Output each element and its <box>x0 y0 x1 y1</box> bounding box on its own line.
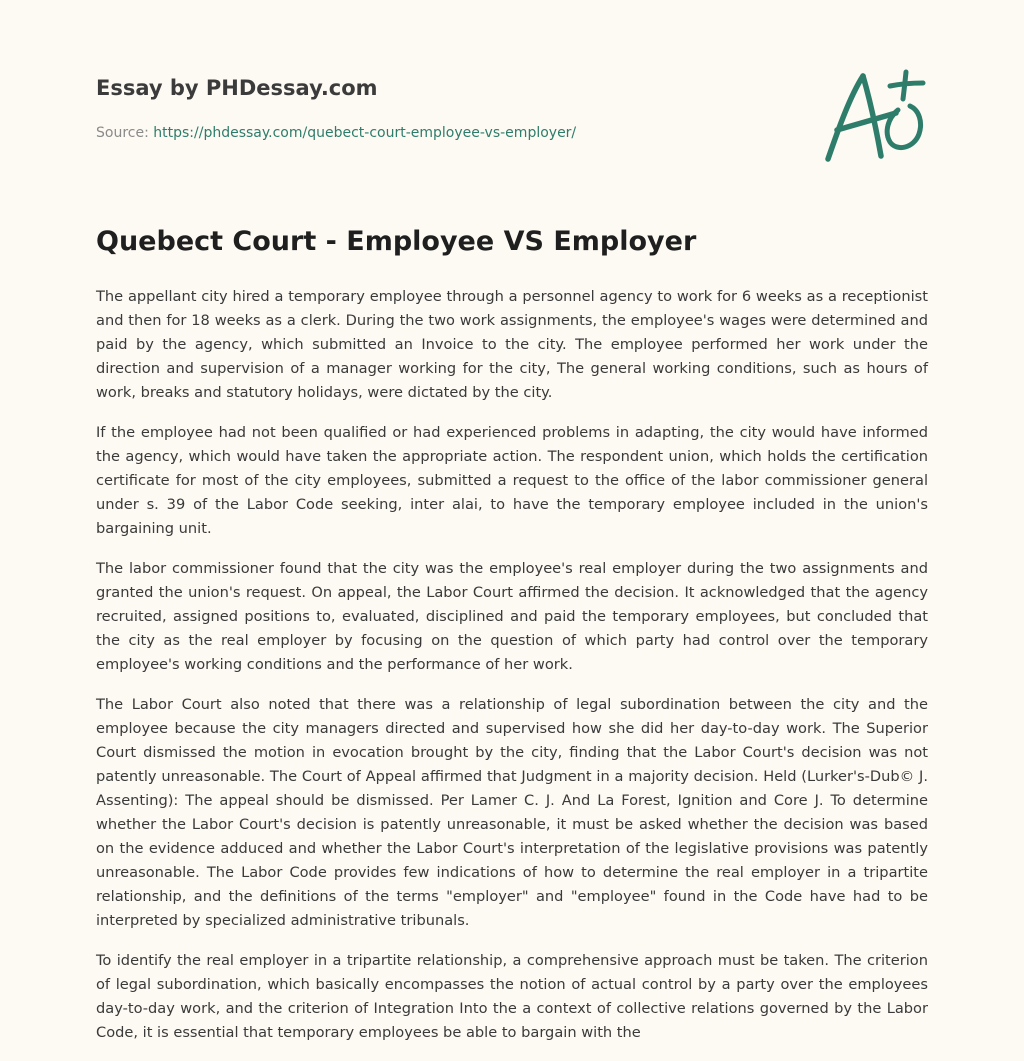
essay-paragraph: To identify the real employer in a tripartite relationship, a comprehensive approach must be taken. The criterion of legal subordination, which basically encompasses the notion of actual control by a party over the employees day-to-day work, and the criterion of Integration Into the a context of collective relations governed by the Labor Code, it is essential that temporary employees be able to bargain with the <box>96 952 928 1041</box>
essay-paragraph: The Labor Court also noted that there was a relationship of legal subordination between the city and the employee because the city managers directed and supervised how she did her day-to-day work. The Superior Court dismissed the motion in evocation brought by the city, finding that the Labor Court's decision was not patently unreasonable. The Court of Appeal affirmed that Judgment in a majority decision. Held (Lurker's-Dub© J. Assenting): The appeal should be dismissed. Per Lamer C. J. And La Forest, Ignition and Core J. To determine whether the Labor Court's decision is patently unreasonable, it must be asked whether the decision was based on the evidence adduced and whether the Labor Court's interpretation of the legislative provisions was patently unreasonable. The Labor Code provides few indications of how to determine the real employer in a tripartite relationship, and the definitions of the terms "employer" and "employee" found in the Code have had to be interpreted by specialized administrative tribunals. <box>96 696 928 929</box>
source-line <box>96 125 576 141</box>
a-plus-logo-icon <box>824 66 928 166</box>
essay-paragraph: If the employee had not been qualified or had experienced problems in adapting, the city would have informed the agency, which would have taken the appropriate action. The respondent union, which holds the certification certificate for most of the city employees, submitted a request to the office of the labor commissioner general under s. 39 of the Labor Code seeking, inter alai, to have the temporary employee included in the union's bargaining unit. <box>96 424 928 537</box>
essay-title: Quebect Court - Employee VS Employer <box>96 226 697 257</box>
essay-paragraph: The appellant city hired a temporary employee through a personnel agency to work for 6 weeks as a receptionist and then for 18 weeks as a clerk. During the two work assignments, the employee's wages were determined and paid by the agency, which submitted an Invoice to the city. The employee performed her work under the direction and supervision of a manager working for the city, The general working conditions, such as hours of work, breaks and statutory holidays, were dictated by the city. <box>96 288 928 401</box>
essay-paragraph: The labor commissioner found that the city was the employee's real employer during the two assignments and granted the union's request. On appeal, the Labor Court affirmed the decision. It acknowledged that the agency recruited, assigned positions to, evaluated, disciplined and paid the temporary employees, but concluded that the city as the real employer by focusing on the question of which party had control over the temporary employee's working conditions and the performance of her work. <box>96 560 928 673</box>
essay-body <box>96 285 928 1061</box>
source-link[interactable]: https://phdessay.com/quebect-court-employee-vs-employer/ <box>153 125 577 141</box>
source-label: Source: <box>96 125 154 141</box>
site-brand-title: Essay by PHDessay.com <box>96 76 378 100</box>
